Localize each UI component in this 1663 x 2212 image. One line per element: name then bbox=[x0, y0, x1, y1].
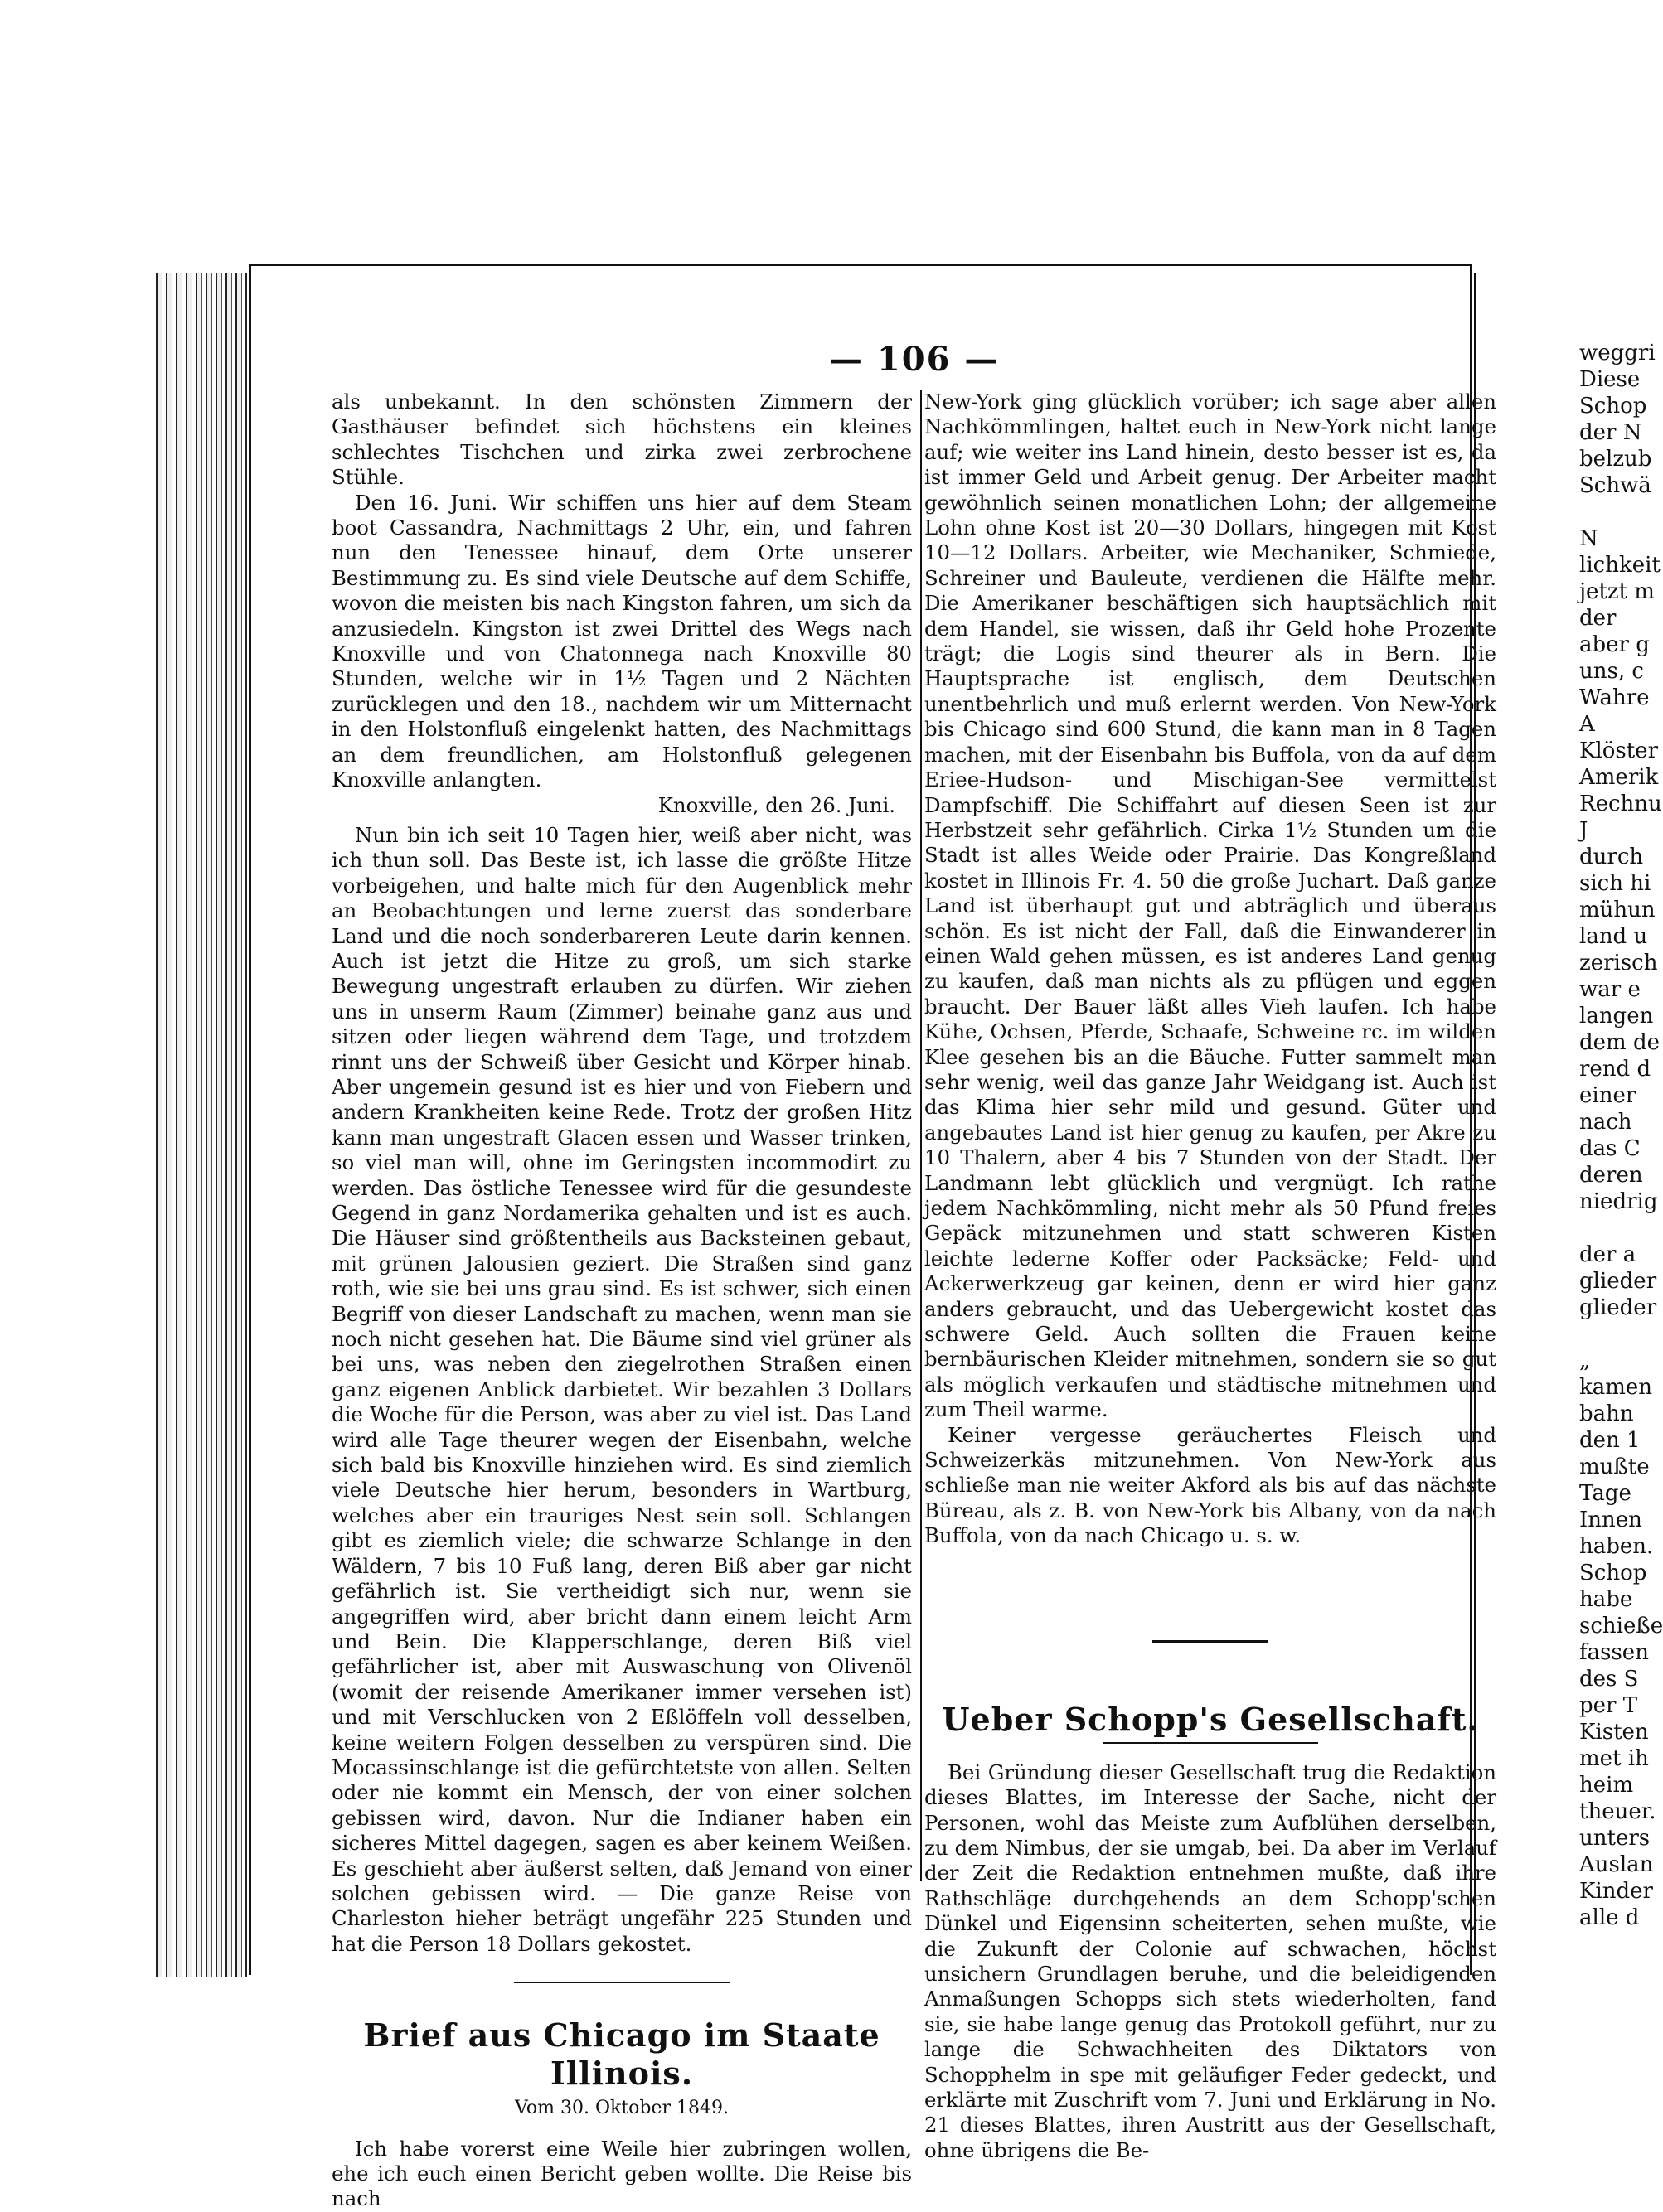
next-page-line: Kinder bbox=[1579, 1879, 1653, 1904]
next-page-line: bahn bbox=[1579, 1401, 1634, 1426]
next-page-line: Schop bbox=[1579, 394, 1647, 419]
next-page-line: lichkeit bbox=[1579, 553, 1661, 578]
next-page-line: jetzt m bbox=[1579, 579, 1655, 604]
next-page-line: uns, c bbox=[1579, 659, 1644, 684]
page-number: — 106 — bbox=[829, 340, 1000, 379]
left-column bbox=[332, 390, 912, 2212]
next-page-line: aber g bbox=[1579, 632, 1650, 657]
next-page-line: Rechnu bbox=[1579, 791, 1662, 816]
next-page-line: habe bbox=[1579, 1587, 1633, 1612]
dateline: Knoxville, den 26. Juni. bbox=[657, 792, 895, 817]
next-page-line: belzub bbox=[1579, 447, 1652, 472]
next-page-line: A bbox=[1579, 712, 1595, 737]
next-page-line: alle d bbox=[1579, 1905, 1640, 1930]
next-page-line: des S bbox=[1579, 1667, 1639, 1692]
next-page-line: war e bbox=[1579, 977, 1641, 1002]
paragraph: New-York ging glücklich vorüber; ich sage aber allen Nachkömmlingen, haltet euch in New-York nicht lange auf; wie weiter ins Land hinein, desto besser ist es, da ist immer Geld und Arbeit genug. Der Arbeiter macht gewöhnlich seinen monatlichen Lohn; der allgemeine Lohn ohne Kost ist 20—30 Dollars, hingegen mit Kost 10—12 Dollars. Arbeiter, wie Mechaniker, Schmiede, Schreiner und Bauleute, verdienen die Hälfte mehr. Die Amerikaner beschäftigen sich hauptsächlich mit dem Handel, sie wissen, daß ihr Geld hohe Prozente trägt; die Logis sind theurer als in Bern. Die Hauptsprache ist englisch, dem Deutschen unentbehrlich und muß erlernt werden. Von New-York bis Chicago sind 600 Stund, die kann man in 8 Tagen machen, mit der Eisenbahn bis Buffola, von da auf dem Eriee-Hudson- und Mischigan-See vermittelst Dampfschiff. Die Schiffahrt auf diesen Seen ist zur Herbstzeit sehr gefährlich. Cirka 1½ Stunden um die Stadt ist alles Weide oder Prairie. Das Kongreßland kostet in Illinois Fr. 4. 50 die große Juchart. Daß ganze Land ist überhaupt gut und abträglich und überaus schön. Es ist nicht der Fall, daß die Einwanderer in einen Wald gehen müssen, es ist anderes Land genug zu kaufen, daß man nichts als zu pflügen und eggen braucht. Der Bauer läßt alles Vieh laufen. Ich habe Kühe, Ochsen, Pferde, Schaafe, Schweine rc. im wilden Klee gesehen bis an die Bäuche. Futter sammelt man sehr wenig, weil das ganze Jahr Weidgang ist. Auch ist das Klima hier sehr mild und gesund. Güter und angebautes Land ist hier genug zu kaufen, per Akre zu 10 Thalern, aber 4 bis 7 Stunden von der Stadt. Der Landmann lebt glücklich und vergnügt. Ich rathe jedem Nachkömmling, nicht mehr als 50 Pfund freies Gepäck mitzunehmen und statt schweren Kisten leichte lederne Koffer oder Packsäcke; Feld- und Ackerwerkzeug gar keinen, denn er wird hier ganz anders gebraucht, und das Uebergewicht kostet das schwere Geld. Auch sollten die Frauen keine bernbäurischen Kleider mitnehmen, sondern sie so gut als möglich verkaufen und städtische mitnehmen und zum Theil warme. bbox=[924, 390, 1496, 1422]
next-page-line: durch bbox=[1579, 845, 1644, 869]
next-page-line: dem de bbox=[1579, 1030, 1660, 1055]
article-headline: Ueber Schopp's Gesellschaft. bbox=[942, 1700, 1479, 1738]
next-page-line: glieder bbox=[1579, 1269, 1657, 1294]
next-page-line: glieder bbox=[1579, 1295, 1657, 1320]
divider bbox=[1103, 1742, 1318, 1744]
next-page-line: theuer. bbox=[1579, 1799, 1656, 1824]
next-page-line: fassen bbox=[1579, 1640, 1649, 1665]
next-page-line: einer bbox=[1579, 1083, 1636, 1108]
next-page-line: Tage bbox=[1579, 1481, 1631, 1506]
next-page-line: „ bbox=[1579, 1348, 1591, 1373]
next-page-line: haben. bbox=[1579, 1534, 1654, 1559]
next-page-line: schieße bbox=[1579, 1614, 1663, 1638]
next-page-line: Amerik bbox=[1579, 765, 1659, 790]
paragraph: Nun bin ich seit 10 Tagen hier, weiß aber nicht, was ich thun soll. Das Beste ist, ich lasse die größte Hitze vorbeigehen, und halte mich für den Augenblick mehr an Beobachtungen und lerne zuerst das sonderbare Land und die noch sonderbareren Leute darin kennen. Auch ist jetzt die Hitze zu groß, um sich starke Bewegung ungestraft erlauben zu dürfen. Wir ziehen uns in unserm Raum (Zimmer) beinahe ganz aus und sitzen oder liegen während dem Tage, und trotzdem rinnt uns der Schweiß über Gesicht und Körper hinab. Aber ungemein gesund ist es hier und von Fiebern und andern Krankheiten keine Rede. Trotz der großen Hitz kann man ungestraft Glacen essen und Wasser trinken, so viel man will, ohne im Geringsten incommodirt zu werden. Das östliche Tenessee wird für die gesundeste Gegend in ganz Nordamerika gehalten und ist es auch. Die Häuser sind größtentheils aus Backsteinen gebaut, mit grünen Jalousien geziert. Die Straßen sind ganz roth, wie sie bei uns grau sind. Es ist schwer, sich einen Begriff von dieser Landschaft zu machen, wenn man sie noch nicht gesehen hat. Die Bäume sind viel grüner als bei uns, was neben den ziegelrothen Straßen einen ganz eigenen Anblick darbietet. Wir bezahlen 3 Dollars die Woche für die Person, was aber zu viel ist. Das Land wird alle Tage theurer wegen der Eisenbahn, welche sich bald bis Knoxville hinziehen wird. Es sind ziemlich viele Deutsche hier herum, besonders in Wartburg, welches aber ein trauriges Nest sein soll. Schlangen gibt es ziemlich viele; die schwarze Schlange in den Wäldern, 7 bis 10 Fuß lang, deren Biß aber gar nicht gefährlich ist. Sie vertheidigt sich nur, wenn sie angegriffen wird, aber bricht dann einem leicht Arm und Bein. Die Klapperschlange, deren Biß viel gefährlicher ist, aber mit Auswaschung von Olivenöl (womit der reisende Amerikaner immer versehen ist) und mit Verschlucken von 2 Eßlöffeln voll desselben, keine weitern Folgen desselben zu verspüren sind. Die Mocassinschlange ist die gefürchtetste von allen. Selten oder nie kommt ein Mensch, der von einer solchen gebissen wird, davon. Nur die Indianer haben ein sicheres Mittel dagegen, sagen es aber keinem Weißen. Es geschieht aber äußerst selten, daß Jemand von einer solchen gebissen wird. — Die ganze Reise von Charleston hieher beträgt ungefähr 225 Stunden und hat die Person 18 Dollars gekostet. bbox=[332, 822, 912, 1956]
next-page-line: der bbox=[1579, 606, 1617, 631]
next-page-line: weggri bbox=[1579, 341, 1656, 365]
column-divider bbox=[920, 390, 922, 1881]
next-page-line: mußte bbox=[1579, 1454, 1650, 1479]
next-page-line: Diese bbox=[1579, 367, 1641, 392]
next-page-line: deren bbox=[1579, 1163, 1643, 1188]
next-page-line: J bbox=[1579, 818, 1588, 843]
article-subhead: Vom 30. Oktober 1849. bbox=[515, 2098, 729, 2119]
next-page-line: per T bbox=[1579, 1693, 1638, 1718]
next-page-line: Schwä bbox=[1579, 473, 1651, 498]
next-page-line bbox=[1579, 499, 1654, 525]
next-page-line: land u bbox=[1579, 924, 1648, 949]
next-page-line: den 1 bbox=[1579, 1428, 1641, 1453]
next-page-line: N bbox=[1579, 526, 1598, 551]
next-page-line: Wahre bbox=[1579, 685, 1650, 710]
next-page-line bbox=[1579, 1215, 1654, 1242]
next-page-line: Kisten bbox=[1579, 1720, 1649, 1745]
next-page-line: heim bbox=[1579, 1773, 1634, 1798]
next-page-line: langen bbox=[1579, 1004, 1654, 1029]
next-page-line: nach bbox=[1579, 1110, 1632, 1135]
book-page-edges bbox=[156, 273, 247, 1977]
divider bbox=[1152, 1640, 1268, 1643]
next-page-line: rend d bbox=[1579, 1057, 1651, 1082]
article-headline: Brief aus Chicago im Staate Illinois. bbox=[363, 2016, 880, 2093]
next-page-line: met ih bbox=[1579, 1746, 1649, 1771]
next-page-line: zerisch bbox=[1579, 951, 1658, 975]
next-page-line: mühun bbox=[1579, 898, 1656, 922]
next-page-line: unters bbox=[1579, 1826, 1651, 1851]
next-page-line: niedrig bbox=[1579, 1189, 1658, 1214]
divider bbox=[514, 1982, 730, 1983]
paragraph: Den 16. Juni. Wir schiffen uns hier auf dem Steam boot Cassandra, Nachmittags 2 Uhr, ein, und fahren nun den Tenessee hinauf, dem Orte unserer Bestimmung zu. Es sind viele Deutsche auf dem Schiffe, wovon die meisten bis nach Kingston fahren, um sich da anzusiedeln. Kingston ist zwei Drittel des Wegs nach Knoxville und von Chatonnega nach Knoxville 80 Stunden, welche wir in 1½ Tagen und 2 Nächten zurücklegen und den 18., nachdem wir um Mitternacht in den Holstonfluß eingelenkt hatten, des Nachmittags an dem freundlichen, am Holstonfluß gelegenen Knoxville anlangten. bbox=[332, 490, 912, 792]
next-page-line: Klöster bbox=[1579, 738, 1658, 763]
next-page-line: sich hi bbox=[1579, 871, 1651, 896]
next-page-line: das C bbox=[1579, 1136, 1641, 1161]
paragraph: Bei Gründung dieser Gesellschaft trug die Redaktion dieses Blattes, im Interesse der Sache, nicht der Personen, wohl das Meiste zum Aufblühen derselben, zu dem Nimbus, der sie umgab, bei. Da aber im Verlauf der Zeit die Redaktion entnehmen mußte, daß ihre Rathschläge durchgehends an dem Schopp'schen Dünkel und Eigensinn scheiterten, sehen mußte, wie die Zukunft der Colonie auf schwachen, höchst unsichern Grundlagen beruhe, und die beleidigenden Anmaßungen Schopps sich stets wiederholten, fand sie, sie habe lange genug das Protokoll geführt, nur zu lange die Schwachheiten des Diktators von Schopphelm in spe mit geläufiger Feder gedeckt, und erklärte mit Zuschrift vom 7. Juni und Erklärung in No. 21 dieses Blattes, ihren Austritt aus der Gesellschaft, ohne übrigens die Be- bbox=[924, 1759, 1496, 2162]
next-page-line: kamen bbox=[1579, 1375, 1653, 1400]
next-page-line: der a bbox=[1579, 1242, 1636, 1267]
paragraph: Keiner vergesse geräuchertes Fleisch und Schweizerkäs mitzunehmen. Von New-York aus schließe man nie weiter Akford als bis auf das nächste Büreau, als z. B. von New-York bis Albany, von da nach Buffola, von da nach Chicago u. s. w. bbox=[924, 1422, 1496, 1548]
next-page-line bbox=[1579, 1321, 1654, 1348]
next-page-line: Auslan bbox=[1579, 1852, 1654, 1877]
next-page-line: Innen bbox=[1579, 1508, 1642, 1532]
paragraph: Ich habe vorerst eine Weile hier zubringen wollen, ehe ich euch einen Bericht geben wollte. Die Reise bis nach bbox=[332, 2136, 912, 2211]
paragraph: als unbekannt. In den schönsten Zimmern der Gasthäuser befindet sich höchstens ein kleines schlechtes Tischchen und zirka zwei zerbrochene Stühle. bbox=[332, 390, 912, 490]
next-page-line: Schop bbox=[1579, 1561, 1647, 1585]
next-page-fragment bbox=[1579, 340, 1663, 1930]
next-page-line: der N bbox=[1579, 420, 1642, 445]
right-column bbox=[924, 390, 1496, 2163]
